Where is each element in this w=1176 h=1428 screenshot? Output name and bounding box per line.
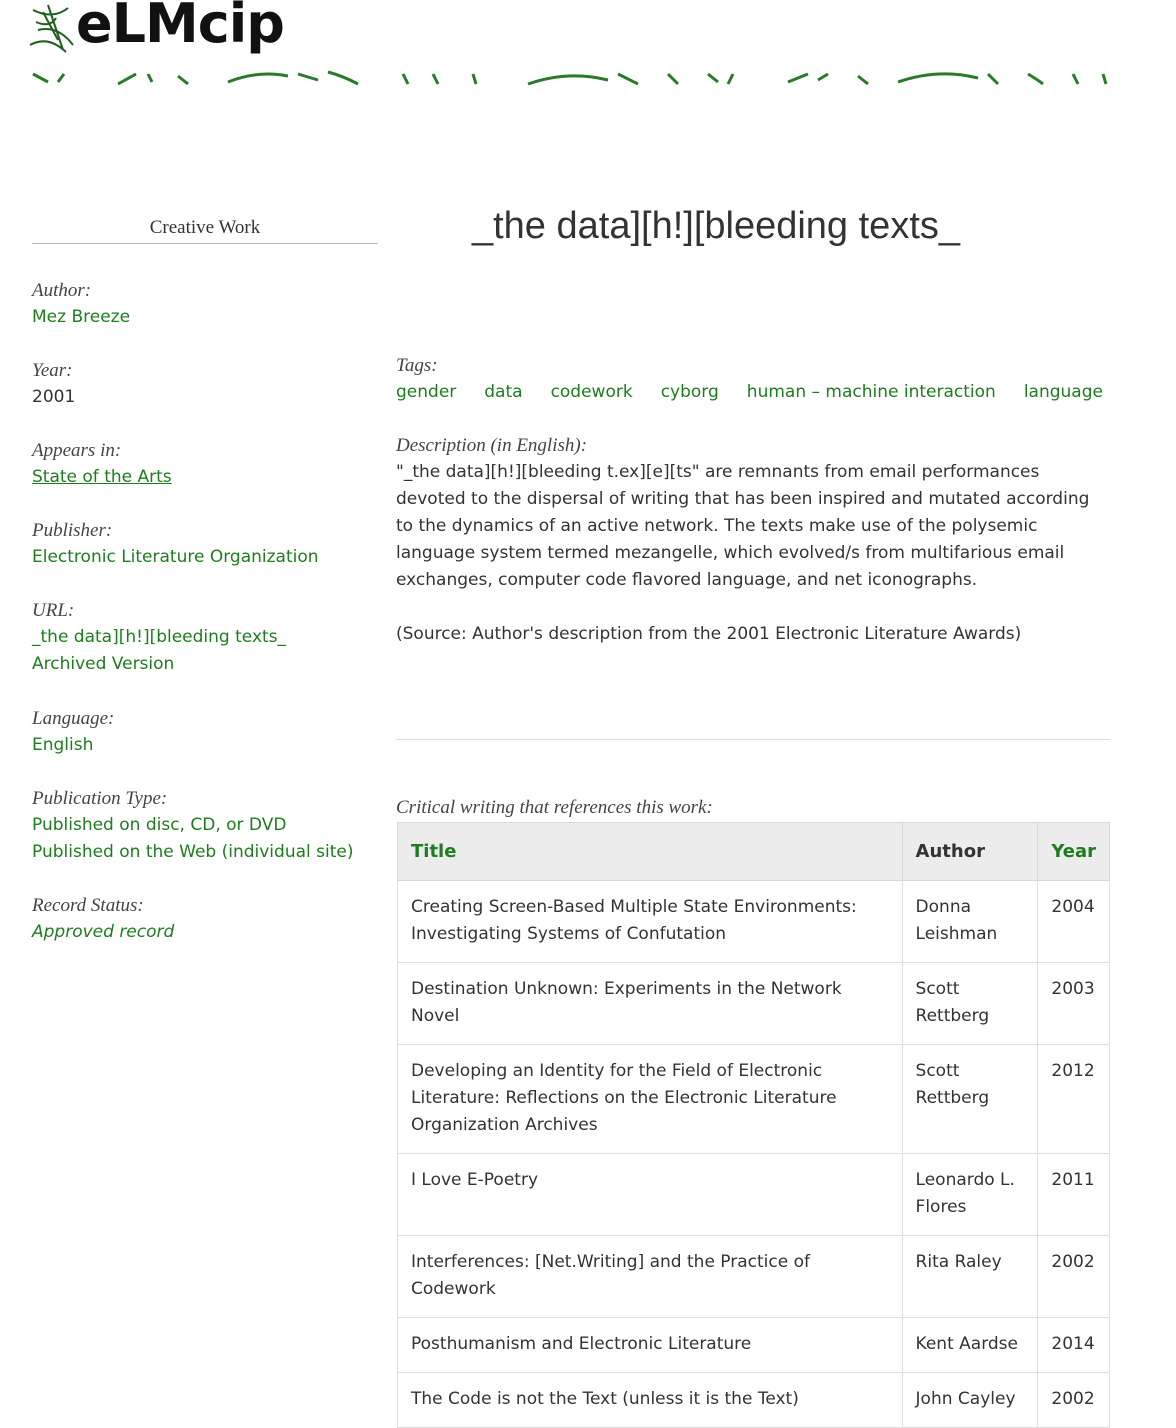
table-row — [398, 1045, 1110, 1154]
publisher-label: Publisher: — [32, 520, 113, 541]
row-title[interactable]: Developing an Identity for the Field of Electronic Literature: Reflections on the Electronic Literature Organization Archives — [398, 1045, 903, 1154]
appears-in-field — [32, 437, 172, 491]
table-row — [398, 1236, 1110, 1318]
tag-human-machine-interaction[interactable]: human – machine interaction — [746, 382, 996, 402]
tags-label: Tags: — [396, 355, 438, 376]
publication-type-label: Publication Type: — [32, 788, 168, 809]
table-header-row — [398, 823, 1110, 881]
row-author[interactable]: Leonardo L. Flores — [902, 1154, 1038, 1236]
row-author[interactable]: Donna Leishman — [902, 881, 1038, 963]
title-column-header[interactable]: Title — [398, 823, 903, 881]
table-row — [398, 881, 1110, 963]
appears-in-label: Appears in: — [32, 440, 122, 461]
tag-data[interactable]: data — [484, 382, 523, 402]
description-text: "_the data][h!][bleeding t.ex][e][ts" are remnants from email performances devoted to the dispersal of writing that has been inspired and mutated according to the dynamics of an active network. The texts make use of the polysemic language system termed mezangelle, which evolved/s from multifarious email exchanges, computer code flavored language, and net iconographs. — [396, 462, 1090, 590]
record-status-link[interactable]: Approved record — [32, 922, 175, 942]
row-year: 2014 — [1038, 1318, 1110, 1373]
table-row — [398, 1318, 1110, 1373]
row-year: 2004 — [1038, 881, 1110, 963]
row-year: 2003 — [1038, 963, 1110, 1045]
row-title[interactable]: The Code is not the Text (unless it is the Text) — [398, 1373, 903, 1428]
page-title: _the data][h!][bleeding texts_ — [471, 205, 961, 247]
critical-writing-heading — [396, 794, 1110, 821]
author-link[interactable]: Mez Breeze — [32, 307, 131, 327]
description-section — [396, 432, 1110, 648]
row-author[interactable]: John Cayley — [902, 1373, 1038, 1428]
tag-cyborg[interactable]: cyborg — [660, 382, 719, 402]
publication-type-field — [32, 785, 353, 866]
row-title[interactable]: Destination Unknown: Experiments in the Network Novel — [398, 963, 903, 1045]
row-year: 2002 — [1038, 1236, 1110, 1318]
url-link[interactable]: _the data][h!][bleeding texts_ — [32, 627, 287, 647]
section-divider — [396, 739, 1110, 740]
publication-type-disc-link[interactable]: Published on disc, CD, or DVD — [32, 815, 287, 835]
record-status-label: Record Status: — [32, 895, 144, 916]
row-year: 2011 — [1038, 1154, 1110, 1236]
table-row — [398, 963, 1110, 1045]
description-label: Description (in English): — [396, 435, 588, 456]
tag-codework[interactable]: codework — [550, 382, 633, 402]
critical-writing-label: Critical writing that references this work: — [396, 797, 713, 818]
year-value: 2001 — [32, 387, 76, 407]
description-source: (Source: Author's description from the 2001 Electronic Literature Awards) — [396, 624, 1022, 644]
sidebar-heading-block — [32, 217, 378, 244]
row-author[interactable]: Rita Raley — [902, 1236, 1038, 1318]
row-title[interactable]: Interferences: [Net.Writing] and the Practice of Codework — [398, 1236, 903, 1318]
logo-text: eLMcip — [76, 0, 284, 55]
year-column-header[interactable]: Year — [1038, 823, 1110, 881]
row-author[interactable]: Scott Rettberg — [902, 963, 1038, 1045]
row-author[interactable]: Scott Rettberg — [902, 1045, 1038, 1154]
row-author[interactable]: Kent Aardse — [902, 1318, 1038, 1373]
language-field — [32, 705, 114, 759]
site-logo-banner[interactable] — [28, 0, 1128, 100]
row-title[interactable]: Creating Screen-Based Multiple State Environments: Investigating Systems of Confutation — [398, 881, 903, 963]
url-label: URL: — [32, 600, 75, 621]
table-row — [398, 1373, 1110, 1428]
sidebar-heading: Creative Work — [32, 217, 378, 244]
appears-in-link[interactable]: State of the Arts — [32, 467, 172, 487]
author-label: Author: — [32, 280, 92, 301]
author-column-header: Author — [902, 823, 1038, 881]
row-title[interactable]: I Love E-Poetry — [398, 1154, 903, 1236]
archived-version-link[interactable]: Archived Version — [32, 654, 175, 674]
row-year: 2012 — [1038, 1045, 1110, 1154]
publisher-field — [32, 517, 319, 571]
row-title[interactable]: Posthumanism and Electronic Literature — [398, 1318, 903, 1373]
year-field — [32, 357, 75, 411]
record-status-field — [32, 892, 174, 946]
tags-section — [396, 352, 1110, 406]
table-row — [398, 1154, 1110, 1236]
publication-type-web-link[interactable]: Published on the Web (individual site) — [32, 842, 354, 862]
url-field — [32, 597, 286, 678]
critical-writing-table — [397, 822, 1110, 1428]
language-label: Language: — [32, 708, 115, 729]
row-year: 2002 — [1038, 1373, 1110, 1428]
language-link[interactable]: English — [32, 735, 94, 755]
tag-list — [396, 379, 1110, 406]
tag-language[interactable]: language — [1023, 382, 1103, 402]
tag-gender[interactable]: gender — [396, 382, 457, 402]
author-field — [32, 277, 130, 331]
publisher-link[interactable]: Electronic Literature Organization — [32, 547, 319, 567]
year-label: Year: — [32, 360, 73, 381]
